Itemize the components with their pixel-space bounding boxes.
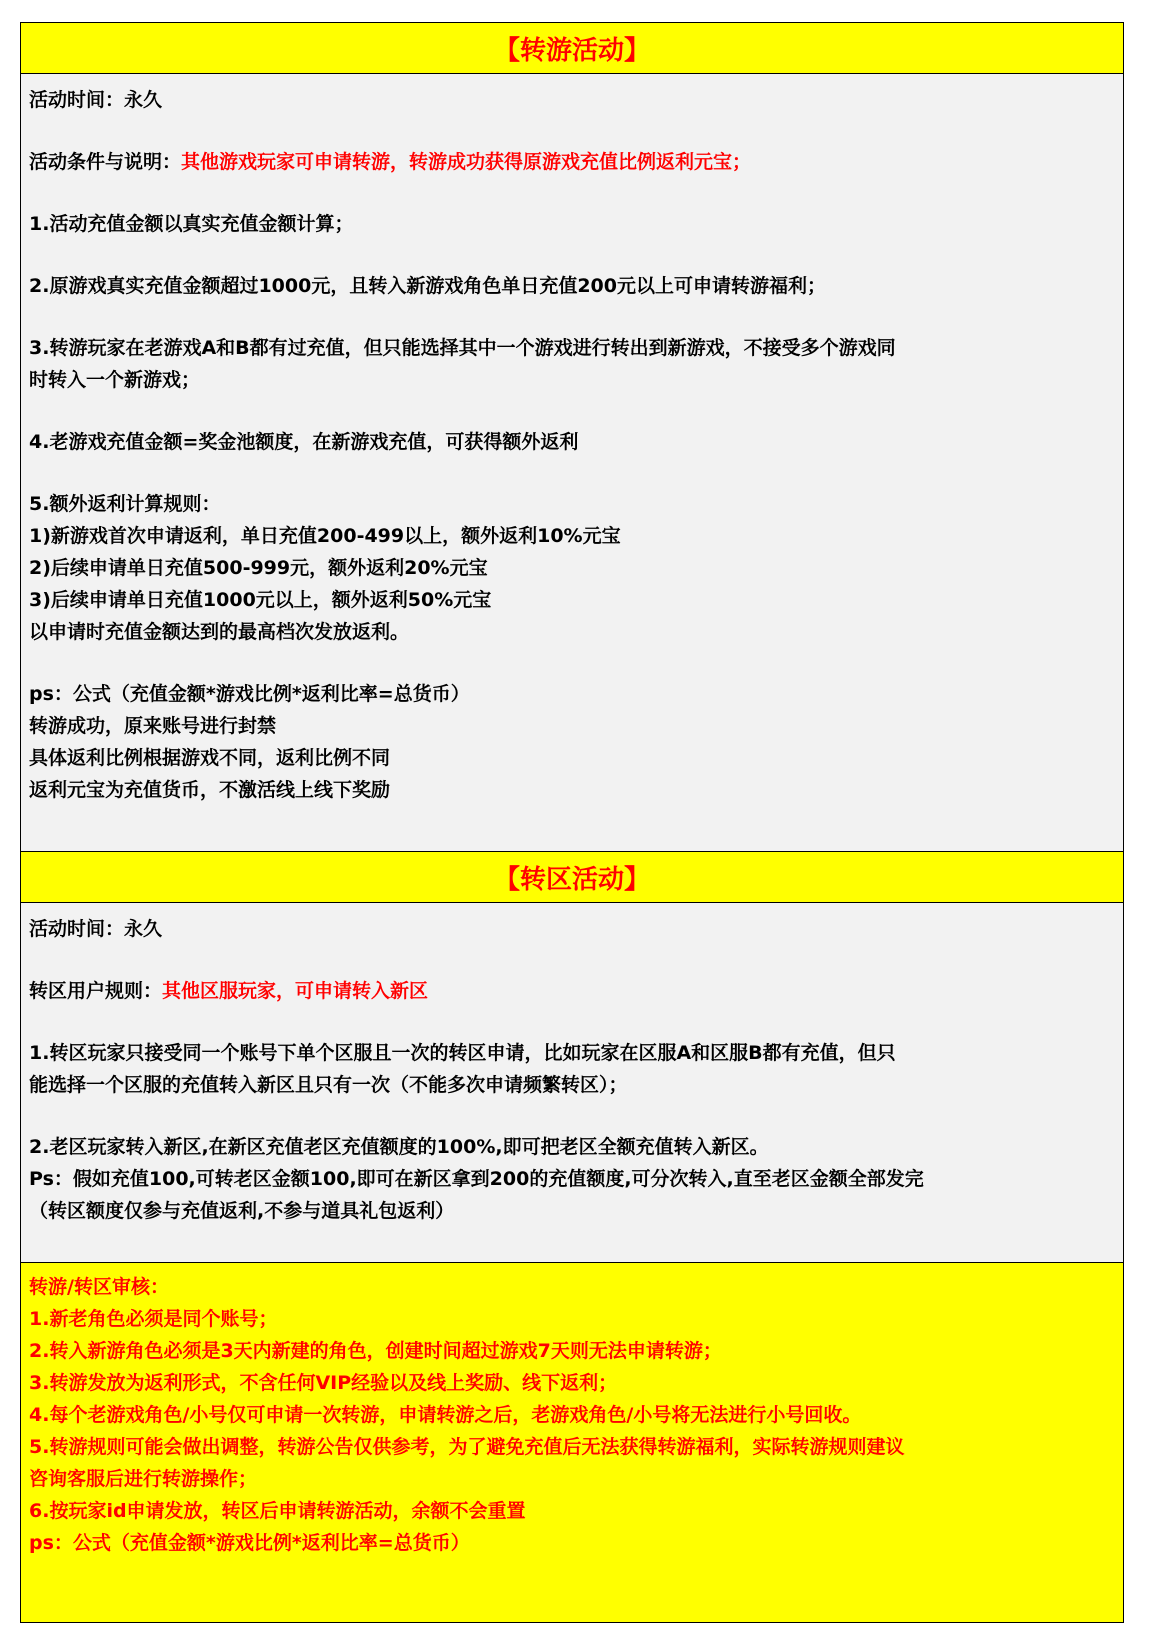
rule-3-line-2: 时转入一个新游戏； — [29, 369, 201, 391]
server-rule-label: 转区用户规则： — [29, 980, 163, 1002]
review-item: 5.转游规则可能会做出调整，转游公告仅供参考，为了避免充值后无法获得转游福利，实际转游规则建议 — [29, 1436, 905, 1458]
rule-5-tier-3: 3)后续申请单日充值1000元以上，额外返利50%元宝 — [29, 589, 492, 611]
section-transfer-game-body — [21, 74, 1123, 852]
review-item: 4.每个老游戏角色/小号仅可申请一次转游，申请转游之后，老游戏角色/小号将无法进行小号回收。 — [29, 1404, 862, 1426]
ps-ratio-note: 具体返利比例根据游戏不同，返利比例不同 — [29, 747, 391, 769]
conditions-text: 其他游戏玩家可申请转游，转游成功获得原游戏充值比例返利元宝； — [181, 151, 752, 173]
section-transfer-server-body — [21, 903, 1123, 1263]
rule-5-tier-2: 2)后续申请单日充值500-999元，额外返利20%元宝 — [29, 557, 488, 579]
activity-time: 活动时间：永久 — [29, 89, 163, 111]
server-rule-1-line-1: 1.转区玩家只接受同一个账号下单个区服且一次的转区申请，比如玩家在区服A和区服B都有充值，但只 — [29, 1042, 896, 1064]
ps-currency-note: 返利元宝为充值货币，不激活线上线下奖励 — [29, 779, 391, 801]
rule-5-tier-1: 1)新游戏首次申请返利，单日充值200-499以上，额外返利10%元宝 — [29, 525, 621, 547]
ps-ban-note: 转游成功，原来账号进行封禁 — [29, 715, 277, 737]
rule-5: 5.额外返利计算规则： — [29, 493, 221, 515]
review-section — [21, 1263, 1123, 1622]
review-item: 2.转入新游角色必须是3天内新建的角色，创建时间超过游戏7天则无法申请转游； — [29, 1340, 722, 1362]
rule-1: 1.活动充值金额以真实充值金额计算； — [29, 213, 354, 235]
review-title: 转游/转区审核： — [29, 1276, 169, 1298]
rule-4: 4.老游戏充值金额=奖金池额度，在新游戏充值，可获得额外返利 — [29, 431, 579, 453]
conditions-label: 活动条件与说明： — [29, 151, 182, 173]
rule-5-note: 以申请时充值金额达到的最高档次发放返利。 — [29, 621, 410, 643]
review-item: 1.新老角色必须是同个账号； — [29, 1308, 278, 1330]
announcement-sheet — [20, 22, 1124, 1623]
server-rule-line — [29, 975, 1115, 1007]
section-transfer-server-title: 【转区活动】 — [21, 852, 1123, 903]
server-rule-1-line-2: 能选择一个区服的充值转入新区且只有一次（不能多次申请频繁转区）； — [29, 1074, 628, 1096]
review-item: 3.转游发放为返利形式，不含任何VIP经验以及线上奖励、线下返利； — [29, 1372, 618, 1394]
server-ps: Ps：假如充值100,可转老区金额100,即可在新区拿到200的充值额度,可分次转入,直至老区金额全部发完 — [29, 1168, 924, 1190]
ps-formula: ps：公式（充值金额*游戏比例*返利比率=总货币） — [29, 683, 470, 705]
server-rule-text: 其他区服玩家，可申请转入新区 — [162, 980, 429, 1002]
rule-2: 2.原游戏真实充值金额超过1000元，且转入新游戏角色单日充值200元以上可申请转游福利； — [29, 275, 826, 297]
review-item: 6.按玩家id申请发放，转区后申请转游活动，余额不会重置 — [29, 1500, 526, 1522]
section-transfer-game-title: 【转游活动】 — [21, 23, 1123, 74]
server-note: （转区额度仅参与充值返利,不参与道具礼包返利） — [29, 1200, 455, 1222]
rule-3-line-1: 3.转游玩家在老游戏A和B都有过充值，但只能选择其中一个游戏进行转出到新游戏，不接受多个游戏同 — [29, 337, 896, 359]
conditions-line — [29, 146, 1115, 178]
server-rule-2: 2.老区玩家转入新区,在新区充值老区充值额度的100%,即可把老区全额充值转入新区。 — [29, 1136, 769, 1158]
review-ps-formula: ps：公式（充值金额*游戏比例*返利比率=总货币） — [29, 1532, 470, 1554]
review-item: 咨询客服后进行转游操作； — [29, 1468, 258, 1490]
server-activity-time: 活动时间：永久 — [29, 918, 163, 940]
